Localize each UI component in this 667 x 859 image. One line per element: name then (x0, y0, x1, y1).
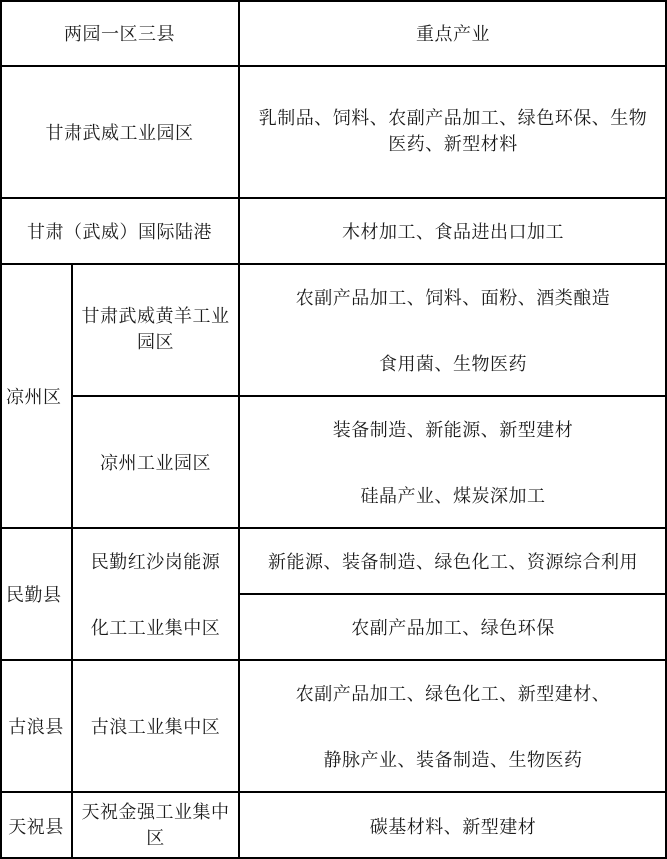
gulang-industry-a-label: 农副产品加工、绿色化工、新型建材、 (295, 684, 611, 705)
gulang-industry-b-label: 静脉产业、装备制造、生物医药 (323, 750, 583, 771)
header-industry (239, 0, 667, 66)
gulang-industry-a (239, 660, 667, 726)
minqin-industry-a-label: 新能源、装备制造、绿色化工、资源综合利用 (268, 552, 638, 573)
rule-col-county (71, 264, 73, 859)
row2-industry (239, 198, 667, 264)
tianzhu-park (72, 792, 239, 859)
rule-gulang (0, 791, 667, 793)
rule-minqin (0, 659, 667, 661)
tianzhu-industry-label: 碳基材料、新型建材 (369, 816, 537, 838)
minqin-county (0, 528, 72, 660)
border-top (0, 0, 667, 2)
minqin-park-line1-label: 民勤红沙岗能源 (90, 552, 221, 573)
rule-row2 (0, 263, 667, 265)
minqin-park-line2-label: 化工工业集中区 (90, 618, 221, 639)
header-zone (0, 0, 239, 66)
huangyang-park-line2: 园区 (137, 332, 174, 353)
huangyang-park-line1: 甘肃武威黄羊工业 (81, 306, 230, 327)
tianzhu-industry (239, 792, 667, 859)
liangzhou-industry-b (239, 462, 667, 528)
rule-row1 (0, 197, 667, 199)
minqin-industry-a (239, 528, 667, 594)
huangyang-industry-a (239, 264, 667, 330)
gulang-county (0, 660, 72, 792)
row1-industry-line2: 医药、新型材料 (388, 134, 518, 155)
huangyang-industry-a-label: 农副产品加工、饲料、面粉、酒类酿造 (295, 288, 611, 309)
huangyang-industry-b-label: 食用菌、生物医药 (379, 354, 527, 375)
row1-industry (239, 66, 667, 198)
border-left (0, 0, 2, 859)
rule-col-main (238, 0, 240, 859)
minqin-park-line2 (72, 594, 239, 660)
row1-park (0, 66, 239, 198)
liangzhou-park-label: 凉州工业园区 (100, 453, 211, 474)
minqin-park-line1 (72, 528, 239, 594)
tianzhu-park-line1: 天祝金强工业集中 (81, 801, 230, 823)
rule-header (0, 65, 667, 67)
row1-park-label: 甘肃武威工业园区 (45, 123, 194, 144)
minqin-industry-b (239, 594, 667, 660)
row1-industry-line1: 乳制品、饲料、农副产品加工、绿色环保、生物 (258, 108, 648, 129)
huangyang-industry-b (239, 330, 667, 396)
tianzhu-park-line2: 区 (146, 827, 165, 849)
huangyang-park (72, 264, 239, 396)
liangzhou-industry-a (239, 396, 667, 462)
liangzhou-industry-a-label: 装备制造、新能源、新型建材 (332, 420, 574, 441)
row2-industry-label: 木材加工、食品进出口加工 (342, 222, 564, 243)
header-zone-label: 两园一区三县 (64, 24, 175, 45)
gulang-industry-b (239, 726, 667, 792)
minqin-county-label: 民勤县 (6, 585, 62, 606)
header-industry-label: 重点产业 (416, 24, 490, 45)
liangzhou-industry-b-label: 硅晶产业、煤炭深加工 (360, 486, 546, 507)
gulang-county-label: 古浪县 (8, 717, 64, 738)
liangzhou-park (72, 396, 239, 528)
row2-park (0, 198, 239, 264)
minqin-industry-b-label: 农副产品加工、绿色环保 (351, 618, 555, 639)
liangzhou-county (0, 264, 72, 528)
tianzhu-county (0, 792, 72, 859)
row2-park-label: 甘肃（武威）国际陆港 (27, 222, 212, 243)
gulang-park (72, 660, 239, 792)
tianzhu-county-label: 天祝县 (8, 816, 64, 838)
rule-liangzhou-split (72, 395, 667, 397)
liangzhou-county-label: 凉州区 (6, 387, 62, 408)
rule-minqin-split (239, 593, 667, 595)
rule-liangzhou (0, 527, 667, 529)
gulang-park-label: 古浪工业集中区 (90, 717, 221, 738)
